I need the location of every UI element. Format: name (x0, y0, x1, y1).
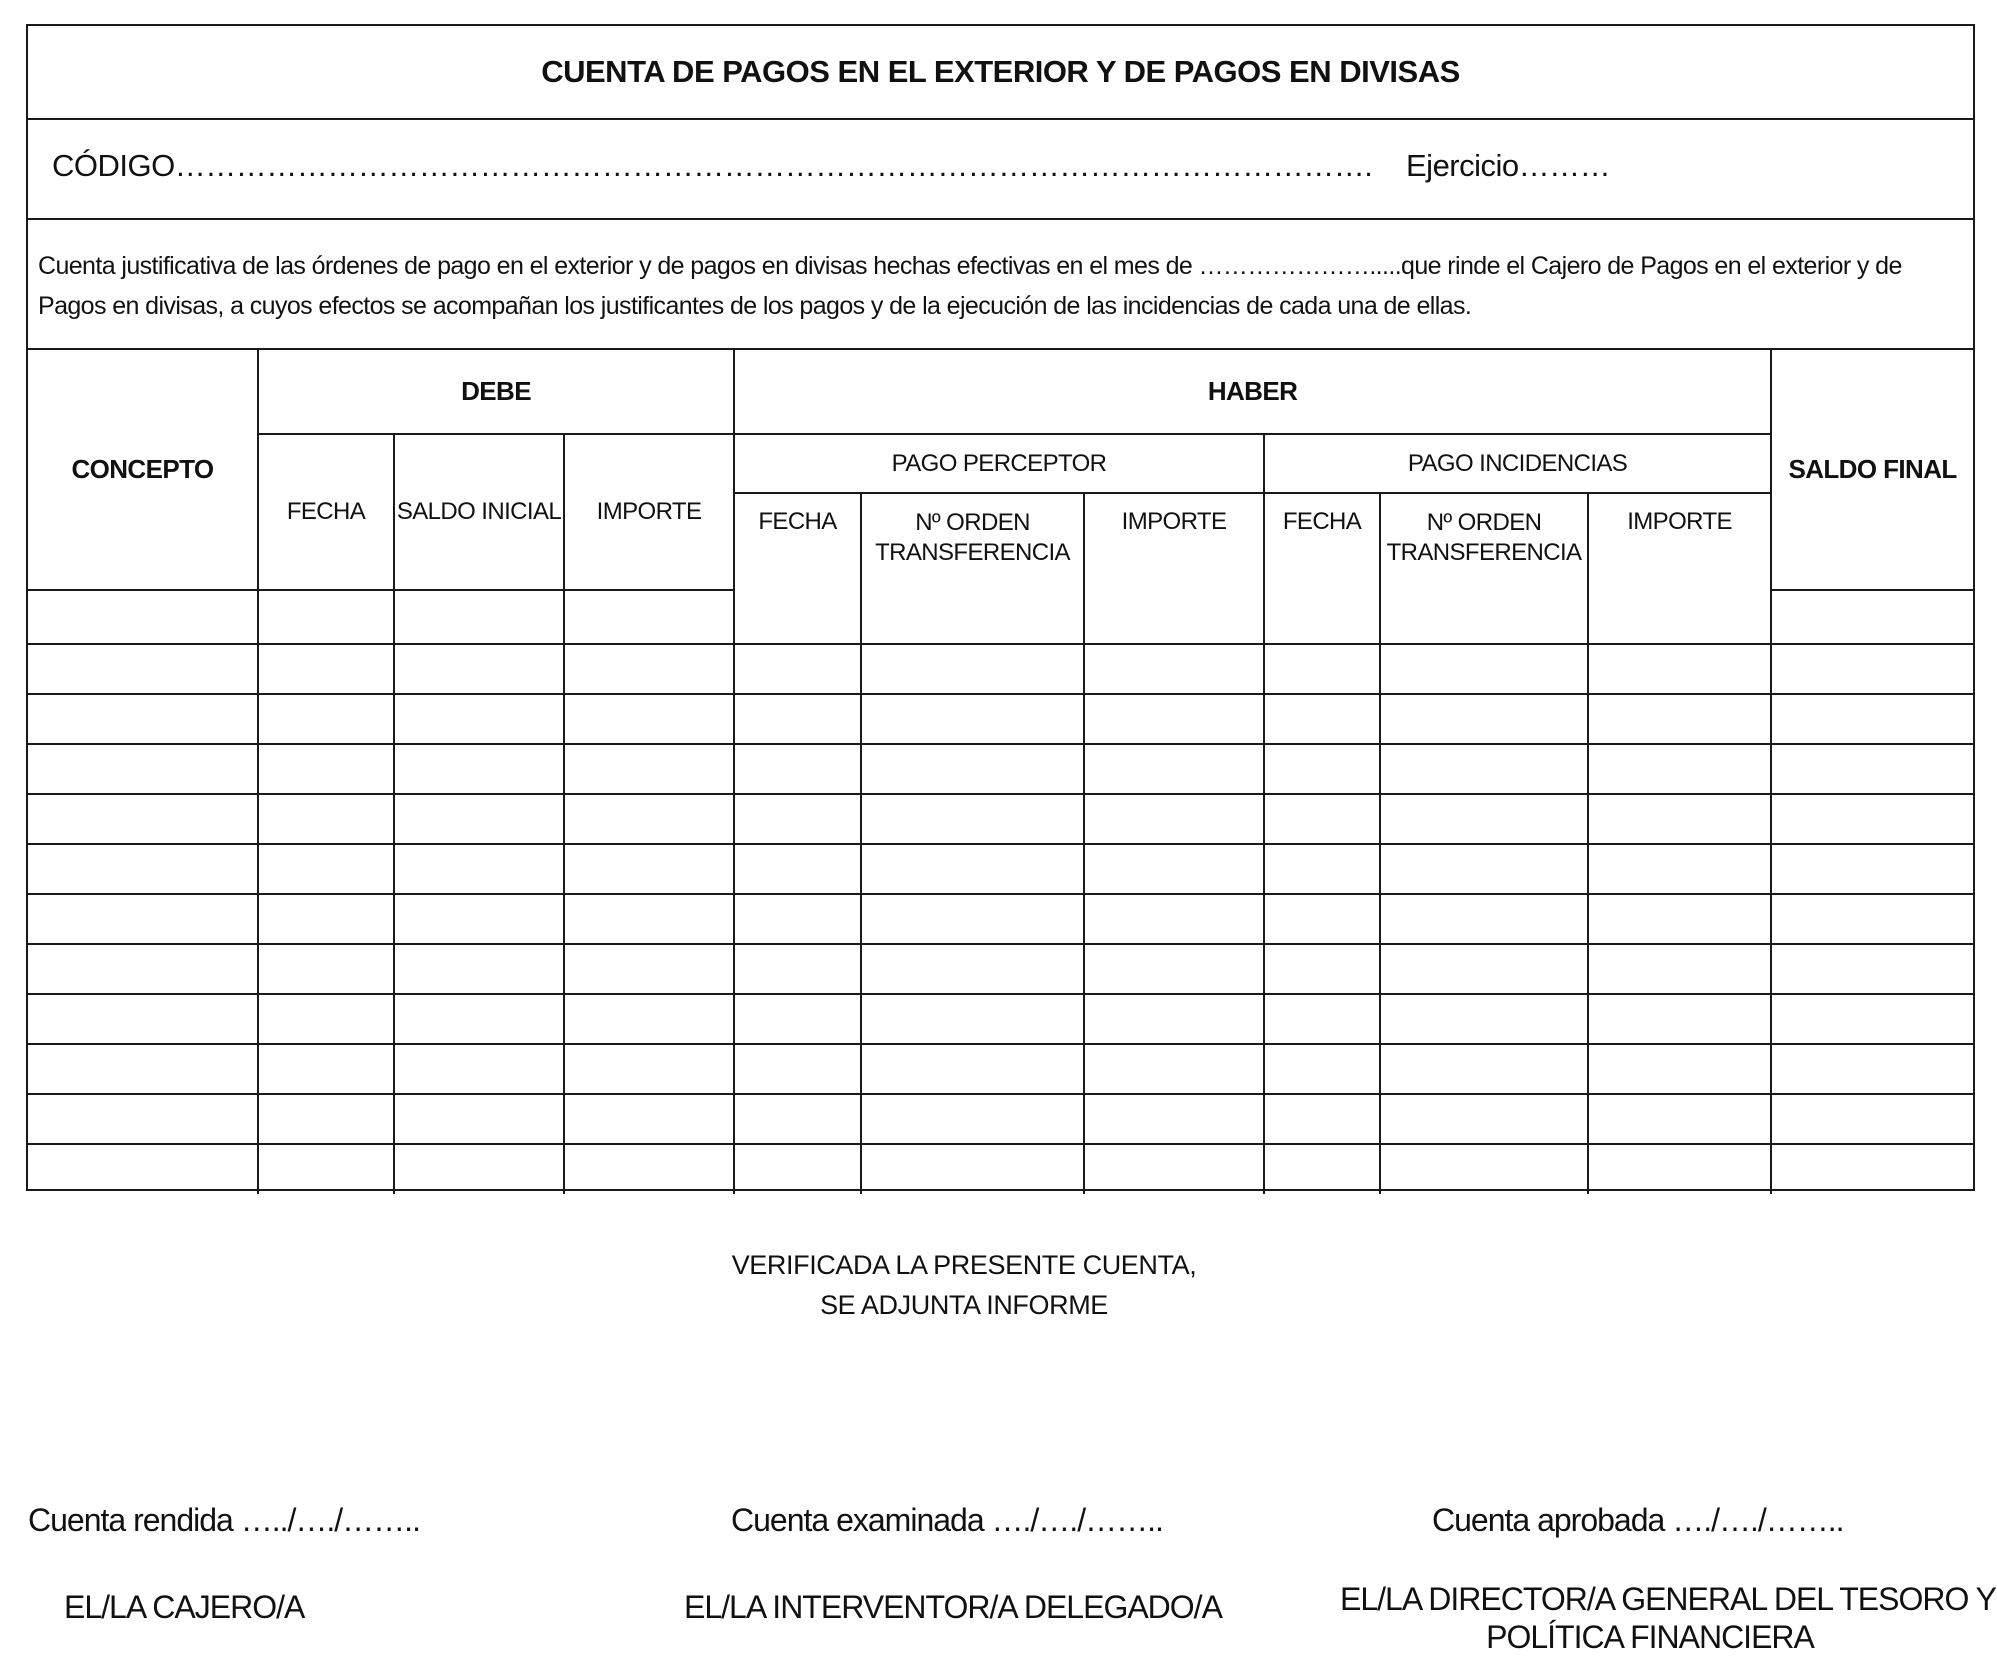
table-cell[interactable] (1264, 894, 1380, 944)
table-cell[interactable] (28, 994, 258, 1044)
table-cell[interactable] (861, 1044, 1084, 1094)
table-cell[interactable] (861, 1144, 1084, 1194)
table-cell[interactable] (1084, 894, 1264, 944)
table-cell[interactable] (1380, 1144, 1588, 1194)
table-cell[interactable] (1380, 894, 1588, 944)
table-cell[interactable] (1588, 1094, 1771, 1144)
signature-interventor: EL/LA INTERVENTOR/A DELEGADO/A (684, 1589, 1222, 1625)
table-cell[interactable] (28, 1044, 258, 1094)
table-cell[interactable] (394, 644, 564, 694)
table-cell[interactable] (258, 994, 394, 1044)
table-cell[interactable] (564, 994, 734, 1044)
verify-line-2: SE ADJUNTA INFORME (820, 1290, 1108, 1320)
table-cell[interactable] (1588, 644, 1771, 694)
header-saldo-final: SALDO FINAL (1771, 350, 1973, 590)
header-concepto: CONCEPTO (28, 350, 258, 590)
form-frame (26, 24, 1975, 1191)
director-line-1: EL/LA DIRECTOR/A GENERAL DEL TESORO Y (1340, 1581, 1996, 1617)
table-cell[interactable] (564, 1094, 734, 1144)
table-cell[interactable] (1588, 1044, 1771, 1094)
header-debe-saldo-inicial: SALDO INICIAL (394, 434, 564, 590)
table-cell[interactable] (1264, 794, 1380, 844)
description-text: Cuenta justificativa de las órdenes de pago en el exterior y de pagos en divisas hechas efectivas en el mes de ………………….....que rinde el Cajero de Pagos en el exterior y de Pagos en divisas, a cuyos efectos se acompañan los justificantes de los pagos y de la ejecución de las incidencias de cada una de ellas. (28, 220, 1973, 350)
table-cell[interactable] (1771, 1044, 1973, 1094)
table-cell[interactable] (28, 794, 258, 844)
table-cell[interactable] (564, 1144, 734, 1194)
table-cell[interactable] (258, 744, 394, 794)
table-cell[interactable] (1084, 694, 1264, 744)
table-row (28, 590, 1973, 644)
table-cell[interactable] (394, 994, 564, 1044)
table-cell[interactable] (394, 1144, 564, 1194)
table-cell[interactable] (1380, 744, 1588, 794)
table-cell[interactable] (564, 944, 734, 994)
table-cell[interactable] (258, 644, 394, 694)
table-cell[interactable] (1084, 590, 1264, 644)
table-cell[interactable] (861, 944, 1084, 994)
accounts-table (28, 350, 1973, 1194)
table-cell[interactable] (394, 944, 564, 994)
code-row (28, 120, 1973, 220)
table-cell[interactable] (1588, 744, 1771, 794)
table-cell[interactable] (1771, 894, 1973, 944)
table-cell[interactable] (394, 894, 564, 944)
table-cell[interactable] (258, 1044, 394, 1094)
table-cell[interactable] (394, 744, 564, 794)
table-cell[interactable] (1264, 590, 1380, 644)
header-pago-incidencias: PAGO INCIDENCIAS (1264, 434, 1771, 493)
date-aprobada[interactable]: Cuenta aprobada …./…./…….. (1432, 1502, 1844, 1538)
table-cell[interactable] (394, 844, 564, 894)
date-rendida[interactable]: Cuenta rendida …../…./…….. (28, 1502, 420, 1538)
table-cell[interactable] (734, 944, 861, 994)
table-cell[interactable] (1380, 694, 1588, 744)
table-row (28, 1144, 1973, 1194)
table-cell[interactable] (564, 794, 734, 844)
verify-line-1: VERIFICADA LA PRESENTE CUENTA, (731, 1250, 1197, 1280)
table-cell[interactable] (1771, 590, 1973, 644)
table-cell[interactable] (1380, 794, 1588, 844)
date-examinada[interactable]: Cuenta examinada …./…./…….. (731, 1502, 1163, 1538)
table-cell[interactable] (734, 994, 861, 1044)
table-cell[interactable] (1084, 844, 1264, 894)
table-cell[interactable] (1380, 644, 1588, 694)
table-cell[interactable] (258, 844, 394, 894)
table-cell[interactable] (1264, 644, 1380, 694)
table-cell[interactable] (734, 1094, 861, 1144)
table-cell[interactable] (258, 794, 394, 844)
header-perc-importe: IMPORTE (1084, 493, 1264, 590)
table-cell[interactable] (1264, 1144, 1380, 1194)
table-cell[interactable] (734, 1144, 861, 1194)
table-cell[interactable] (1264, 844, 1380, 894)
table-cell[interactable] (861, 1094, 1084, 1144)
table-cell[interactable] (1771, 994, 1973, 1044)
table-body (28, 590, 1973, 1194)
header-haber: HABER (734, 350, 1771, 434)
table-cell[interactable] (734, 894, 861, 944)
table-cell[interactable] (258, 944, 394, 994)
table-cell[interactable] (1771, 1144, 1973, 1194)
table-cell[interactable] (28, 1144, 258, 1194)
table-cell[interactable] (564, 894, 734, 944)
table-row (28, 644, 1973, 694)
table-cell[interactable] (1771, 794, 1973, 844)
table-cell[interactable] (861, 844, 1084, 894)
header-inc-fecha: FECHA (1264, 493, 1380, 590)
table-cell[interactable] (394, 1044, 564, 1094)
table-cell[interactable] (861, 744, 1084, 794)
table-cell[interactable] (734, 694, 861, 744)
table-row (28, 794, 1973, 844)
table-cell[interactable] (28, 644, 258, 694)
table-cell[interactable] (1264, 744, 1380, 794)
table-cell[interactable] (861, 590, 1084, 644)
signature-cajero: EL/LA CAJERO/A (64, 1589, 305, 1625)
table-row (28, 1044, 1973, 1094)
header-perc-fecha: FECHA (734, 493, 861, 590)
table-cell[interactable] (1771, 944, 1973, 994)
table-row (28, 744, 1973, 794)
table-cell[interactable] (1588, 944, 1771, 994)
table-cell[interactable] (258, 590, 394, 644)
table-cell[interactable] (564, 744, 734, 794)
table-cell[interactable] (734, 794, 861, 844)
table-cell[interactable] (1084, 1094, 1264, 1144)
table-cell[interactable] (258, 1144, 394, 1194)
table-cell[interactable] (1771, 694, 1973, 744)
header-debe: DEBE (258, 350, 734, 434)
table-cell[interactable] (28, 694, 258, 744)
table-cell[interactable] (1771, 1094, 1973, 1144)
table-cell[interactable] (1771, 644, 1973, 694)
table-cell[interactable] (1588, 894, 1771, 944)
table-cell[interactable] (861, 894, 1084, 944)
table-cell[interactable] (394, 694, 564, 744)
table-cell[interactable] (1771, 744, 1973, 794)
table-cell[interactable] (1264, 1044, 1380, 1094)
table-cell[interactable] (1380, 1044, 1588, 1094)
table-cell[interactable] (1588, 994, 1771, 1044)
table-cell[interactable] (1084, 944, 1264, 994)
verification-note (560, 1245, 1368, 1325)
table-cell[interactable] (861, 794, 1084, 844)
table-cell[interactable] (564, 590, 734, 644)
table-cell[interactable] (1380, 994, 1588, 1044)
table-cell[interactable] (1588, 590, 1771, 644)
table-row (28, 894, 1973, 944)
table-cell[interactable] (1380, 590, 1588, 644)
table-cell[interactable] (1380, 844, 1588, 894)
header-perc-orden: Nº ORDEN TRANSFERENCIA (861, 493, 1084, 590)
table-cell[interactable] (1084, 1044, 1264, 1094)
table-cell[interactable] (1084, 1144, 1264, 1194)
table-cell[interactable] (28, 944, 258, 994)
header-inc-importe: IMPORTE (1588, 493, 1771, 590)
table-cell[interactable] (1588, 694, 1771, 744)
table-cell[interactable] (1264, 944, 1380, 994)
table-cell[interactable] (28, 590, 258, 644)
table-cell[interactable] (394, 794, 564, 844)
table-cell[interactable] (394, 590, 564, 644)
table-cell[interactable] (564, 694, 734, 744)
table-cell[interactable] (28, 894, 258, 944)
table-cell[interactable] (1084, 994, 1264, 1044)
table-cell[interactable] (1084, 744, 1264, 794)
table-cell[interactable] (1588, 794, 1771, 844)
table-cell[interactable] (1588, 844, 1771, 894)
table-cell[interactable] (1588, 1144, 1771, 1194)
header-inc-orden: Nº ORDEN TRANSFERENCIA (1380, 493, 1588, 590)
header-debe-importe: IMPORTE (564, 434, 734, 590)
table-cell[interactable] (1264, 994, 1380, 1044)
table-cell[interactable] (1084, 794, 1264, 844)
table-cell[interactable] (564, 1044, 734, 1094)
code-field[interactable]: CÓDIGO………………………………………………………………………………………………………. (52, 148, 1373, 183)
table-row (28, 694, 1973, 744)
table-cell[interactable] (258, 894, 394, 944)
table-cell[interactable] (28, 844, 258, 894)
table-cell[interactable] (1084, 644, 1264, 694)
table-row (28, 994, 1973, 1044)
table-cell[interactable] (564, 644, 734, 694)
table-cell[interactable] (861, 694, 1084, 744)
header-pago-perceptor: PAGO PERCEPTOR (734, 434, 1264, 493)
table-cell[interactable] (734, 1044, 861, 1094)
table-cell[interactable] (564, 844, 734, 894)
signature-director (1340, 1580, 1996, 1656)
table-cell[interactable] (258, 694, 394, 744)
table-row (28, 1094, 1973, 1144)
table-cell[interactable] (258, 1094, 394, 1144)
table-cell[interactable] (28, 744, 258, 794)
table-cell[interactable] (734, 590, 861, 644)
table-cell[interactable] (734, 744, 861, 794)
table-row (28, 844, 1973, 894)
table-cell[interactable] (28, 1094, 258, 1144)
header-debe-fecha: FECHA (258, 434, 394, 590)
table-cell[interactable] (1264, 1094, 1380, 1144)
table-cell[interactable] (1771, 844, 1973, 894)
director-line-2: POLÍTICA FINANCIERA (1486, 1619, 1814, 1655)
table-cell[interactable] (1264, 694, 1380, 744)
table-cell[interactable] (1380, 944, 1588, 994)
table-cell[interactable] (734, 844, 861, 894)
table-cell[interactable] (861, 644, 1084, 694)
table-cell[interactable] (861, 994, 1084, 1044)
table-cell[interactable] (1380, 1094, 1588, 1144)
table-row (28, 944, 1973, 994)
year-field[interactable]: Ejercicio……… (1406, 148, 1611, 183)
table-cell[interactable] (734, 644, 861, 694)
table-cell[interactable] (394, 1094, 564, 1144)
form-title: CUENTA DE PAGOS EN EL EXTERIOR Y DE PAGOS EN DIVISAS (28, 26, 1973, 120)
